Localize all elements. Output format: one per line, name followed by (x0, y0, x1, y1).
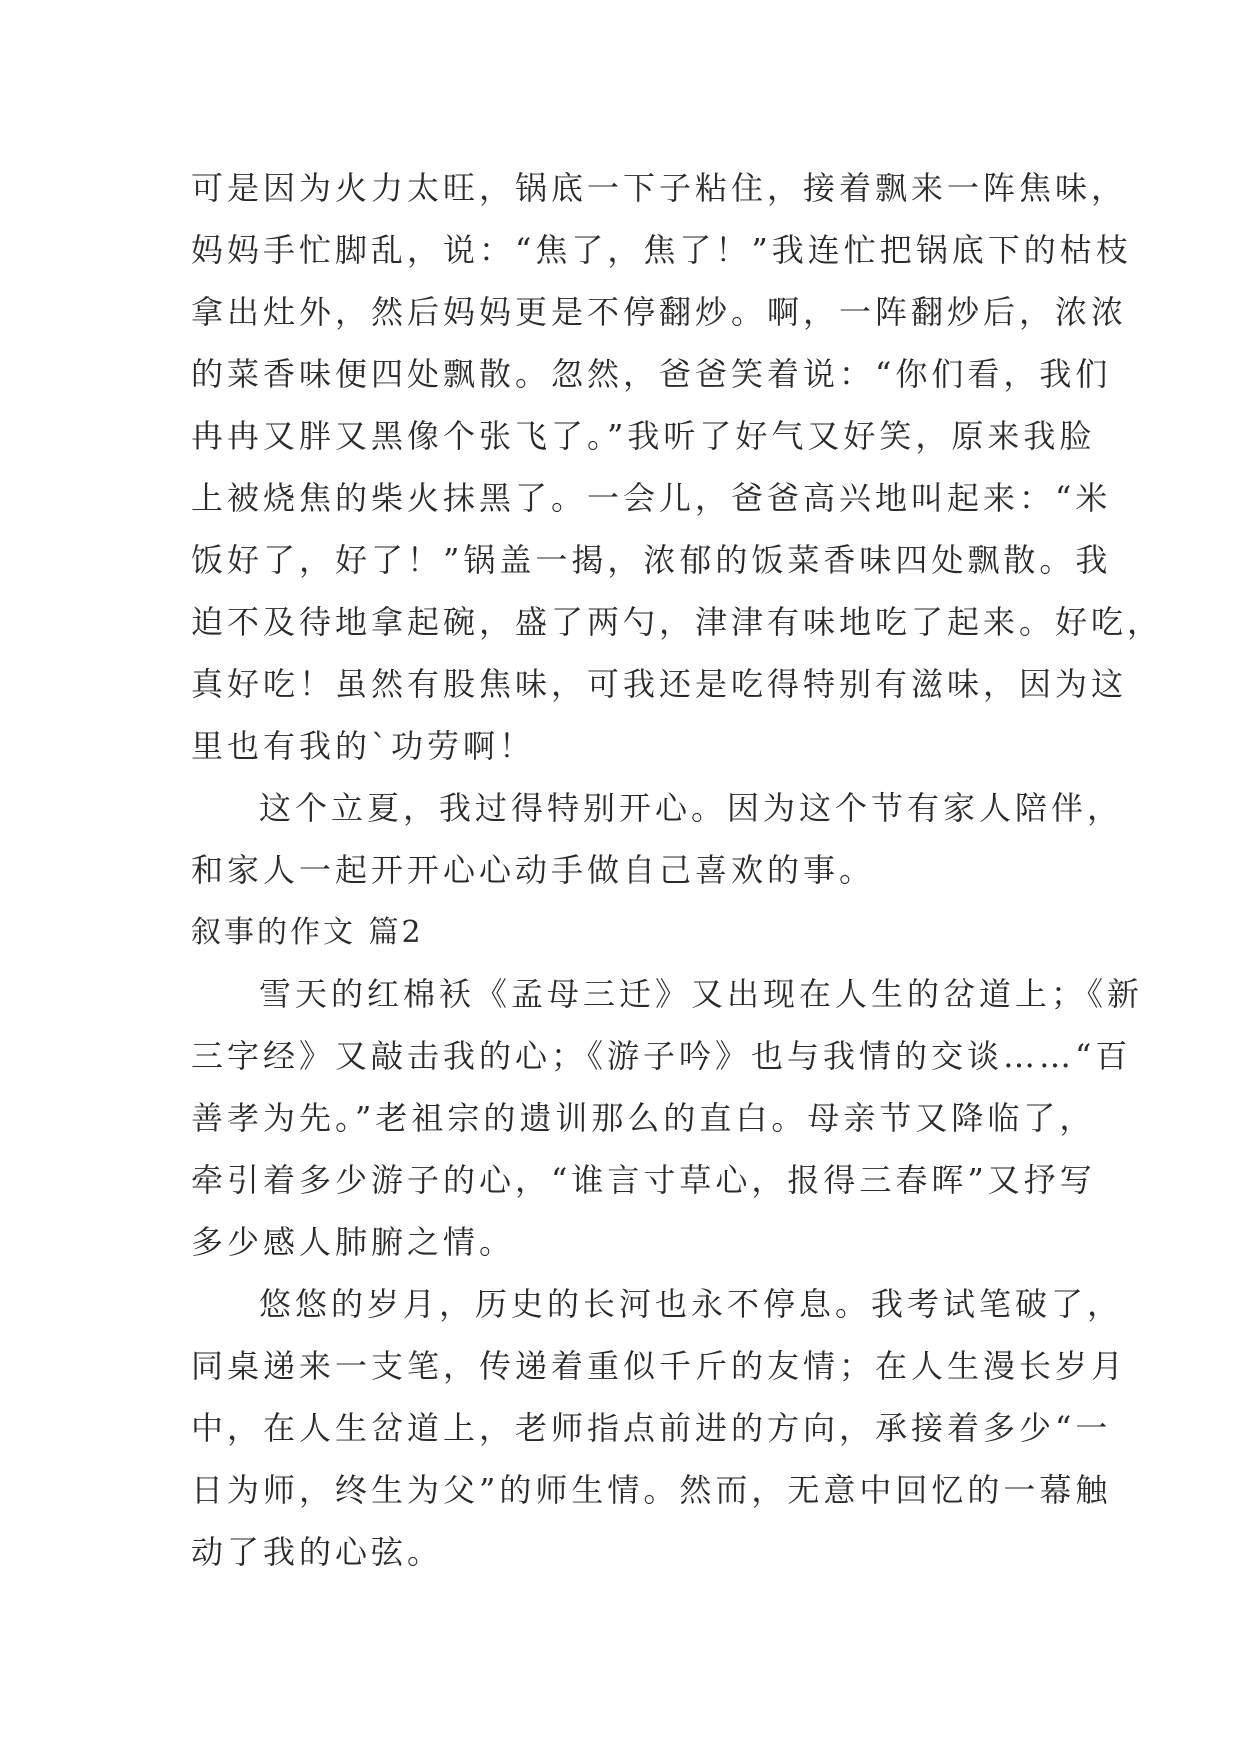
paragraph-start-line: 雪天的红棉袄《孟母三迁》又出现在人生的岔道上；《新 (259, 975, 1144, 1013)
text-line: 拿出灶外，然后妈妈更是不停翻炒。啊，一阵翻炒后，浓浓 (191, 293, 1128, 331)
text-line: 迫不及待地拿起碗，盛了两勺，津津有味地吃了起来。好吃， (191, 603, 1164, 641)
text-line: 可是因为火力太旺，锅底一下子粘住，接着飘来一阵焦味， (191, 169, 1128, 207)
text-line: 牵引着多少游子的心，“谁言寸草心，报得三春晖”又抒写 (191, 1161, 1096, 1199)
text-line: 善孝为先。”老祖宗的遗训那么的直白。母亲节又降临了， (191, 1099, 1096, 1137)
text-line: 和家人一起开开心心动手做自己喜欢的事。 (191, 851, 876, 889)
paragraph-start-line: 这个立夏，我过得特别开心。因为这个节有家人陪伴， (259, 789, 1124, 827)
text-line: 上被烧焦的柴火抹黑了。一会儿，爸爸高兴地叫起来：“米 (191, 479, 1112, 517)
text-line: 同桌递来一支笔，传递着重似千斤的友情；在人生漫长岁月 (191, 1347, 1128, 1385)
section-2-body (191, 963, 1144, 1583)
paragraph-start-line: 悠悠的岁月，历史的长河也永不停息。我考试笔破了， (259, 1285, 1124, 1323)
text-line: 多少感人肺腑之情。 (191, 1223, 516, 1261)
text-line: 三字经》又敲击我的心；《游子吟》也与我情的交谈……“百 (191, 1037, 1132, 1075)
text-line: 饭好了，好了！”锅盖一揭，浓郁的饭菜香味四处飘散。我 (191, 541, 1112, 579)
text-line: 日为师，终生为父”的师生情。然而，无意中回忆的一幕触 (191, 1471, 1112, 1509)
text-line: 中，在人生岔道上，老师指点前进的方向，承接着多少“一 (191, 1409, 1112, 1447)
section-heading: 叙事的作文 篇2 (191, 915, 424, 950)
text-line: 的菜香味便四处飘散。忽然，爸爸笑着说：“你们看，我们 (191, 355, 1112, 393)
text-line: 里也有我的`功劳啊！ (191, 727, 536, 765)
text-line: 动了我的心弦。 (191, 1533, 444, 1571)
text-line: 冉冉又胖又黑像个张飞了。”我听了好气又好笑，原来我脸 (191, 417, 1096, 455)
text-line: 妈妈手忙脚乱，说：“焦了，焦了！”我连忙把锅底下的枯枝 (191, 231, 1132, 269)
text-line: 真好吃！虽然有股焦味，可我还是吃得特别有滋味，因为这 (191, 665, 1128, 703)
continued-passage (191, 157, 1164, 901)
